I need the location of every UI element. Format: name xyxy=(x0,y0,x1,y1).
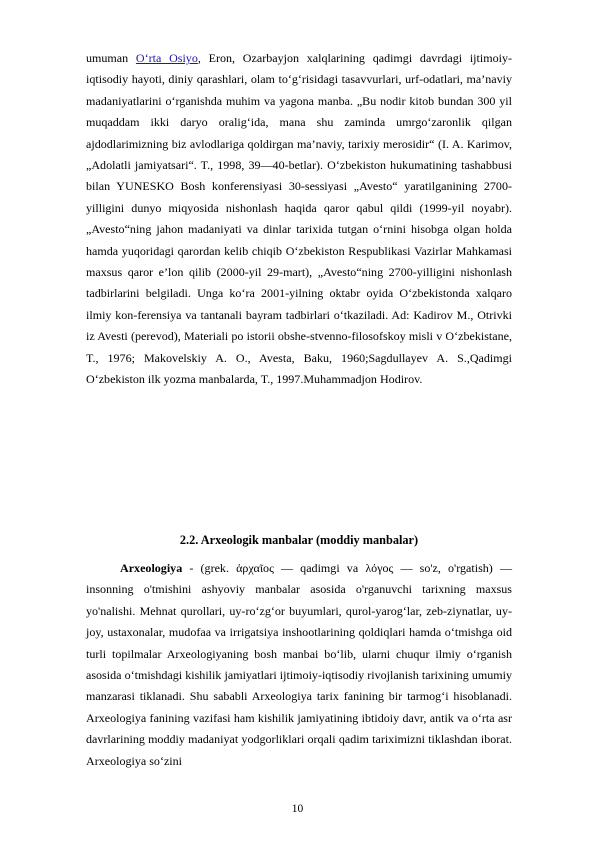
link-orta-osiyo[interactable]: O‘rta Osiyo xyxy=(135,51,198,65)
section-heading: 2.2. Arxeologik manbalar (moddiy manbalar) xyxy=(179,533,419,547)
document-page xyxy=(86,48,512,768)
paragraph-avesto xyxy=(86,48,512,391)
paragraph-body: - (grek. ἀρχαῖος — qadimgi va λόγος — so'z, o'rgatish) — insonning o'tmishini ashyoviy manbalar asosida o'rganuvchi tarixning maxsus yo'nalishi. Mehnat qurollari, uy-ro‘zg‘or buyumlari, qurol-yarog‘lar, zeb-ziynatlar, uy-joy, ustaxonalar, mudofaa va irrigatsiya inshootlarining qoldiqlari hamda o‘tmishga oid turli topilmalar Arxeologiyaning bosh manbai bo‘lib, ularni chuqur ilmiy o‘rganish asosida o‘tmishdagi kishilik jamiyatlari ijtimoiy-iqtisodiy rivojlanish tarixining umumiy manzarasi tiklanadi. Shu sababli Arxeologiya tarix fanining bir tarmog‘i hisoblanadi. Arxeologiya fanining vazifasi ham kishilik jamiyatining ibtidoiy davr, antik va o‘rta asr davrlarining moddiy madaniyat yodgorliklari orqali qadim tariximizni tiklashdan iborat. Arxeologiya so‘zini xyxy=(86,561,512,768)
paragraph-arxeologiya xyxy=(86,558,512,772)
page-number: 10 xyxy=(291,803,304,815)
term-arxeologiya: Arxeologiya xyxy=(120,561,183,575)
paragraph-lead: umuman xyxy=(86,51,136,65)
paragraph-body: , Eron, Ozarbayjon xalqlarining qadimgi davrdagi ijtimoiy-iqtisodiy hayoti, diniy qarashlari, olam to‘g‘risidagi tasavvurlari, urf-odatlari, ma’naviy madaniyatlarini o‘rganishda muhim va yagona manba. „Bu nodir kitob bundan 300 yil muqaddam ikki daryo oralig‘ida, mana shu zaminda umrgo‘zaronlik qilgan ajdodlarimizning biz avlodlariga qoldirgan ma’naviy, tarixiy merosidir“ (I. A. Karimov, „Adolatli jamiyatsari“. T., 1998, 39—40-betlar). O‘zbekiston hukumatining tashabbusi bilan YUNESKO Bosh konferensiyasi 30-sessiyasi „Avesto“ yaratilganining 2700-yilligini dunyo miqyosida nishonlash haqida qaror qabul qildi (1999-yil noyabr). „Avesto“ning jahon madaniyati va dinlar tarixida tutgan o‘rnini hisobga olgan holda hamda yuqoridagi qarordan kelib chiqib O‘zbekiston Respublikasi Vazirlar Mahkamasi maxsus qaror e’lon qilib (2000-yil 29-mart), „Avesto“ning 2700-yilligini nishonlash tadbirlarini belgiladi. Unga ko‘ra 2001-yilning oktabr oyida O‘zbekistonda xalqaro ilmiy kon-ferensiya va tantanali bayram tadbirlari o‘tkaziladi. Ad: Kadirov M., Otrivki iz Avesti (perevod), Materiali po istorii obshe-stvenno-filosofskoy misli v O‘zbekistane, T., 1976; Makovelskiy A. O., Avesta, Baku, 1960;Sagdullayev A. S.,Qadimgi O‘zbekiston ilk yozma manbalarda, T., 1997.Muhammadjon Hodirov. xyxy=(86,51,512,387)
